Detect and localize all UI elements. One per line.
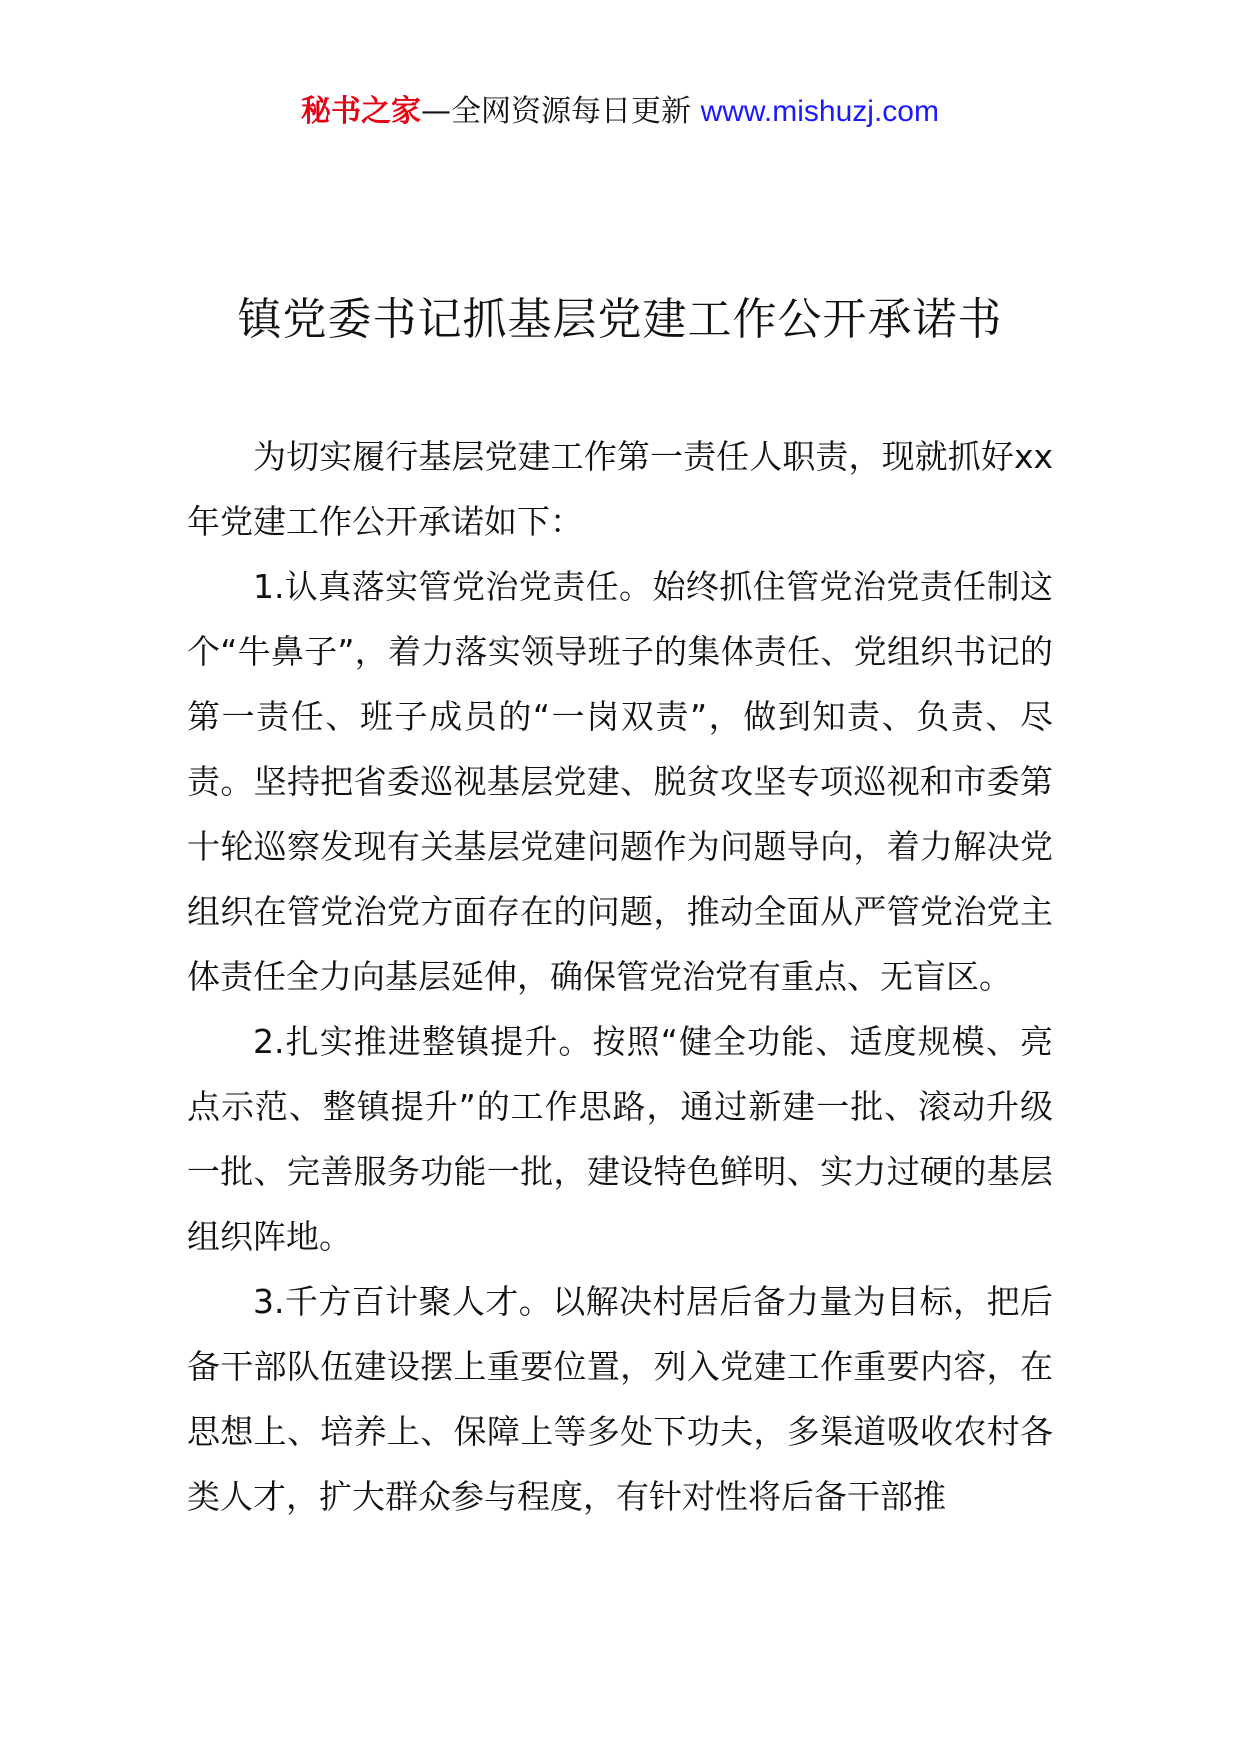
paragraph-intro: 为切实履行基层党建工作第一责任人职责，现就抓好xx年党建工作公开承诺如下： (187, 437, 1053, 541)
site-brand-name: 秘书之家 (301, 94, 422, 129)
site-url-link[interactable]: www.mishuzj.com (700, 95, 939, 128)
document-title: 镇党委书记抓基层党建工作公开承诺书 (237, 294, 1003, 345)
site-tagline: —全网资源每日更新 (421, 94, 701, 129)
document-body (187, 424, 1053, 1529)
paragraph-item-2: 2.扎实推进整镇提升。按照“健全功能、适度规模、亮点示范、整镇提升”的工作思路，通过新建一批、滚动升级一批、完善服务功能一批，建设特色鲜明、实力过硬的基层组织阵地。 (187, 1022, 1053, 1256)
site-watermark-header (0, 92, 1240, 132)
paragraph-item-1: 1.认真落实管党治党责任。始终抓住管党治党责任制这个“牛鼻子”，着力落实领导班子的集体责任、党组织书记的第一责任、班子成员的“一岗双责”，做到知责、负责、尽责。坚持把省委巡视基层党建、脱贫攻坚专项巡视和市委第十轮巡察发现有关基层党建问题作为问题导向，着力解决党组织在管党治党方面存在的问题，推动全面从严管党治党主体责任全力向基层延伸，确保管党治党有重点、无盲区。 (187, 567, 1053, 996)
paragraph-item-3: 3.千方百计聚人才。以解决村居后备力量为目标，把后备干部队伍建设摆上重要位置，列入党建工作重要内容，在思想上、培养上、保障上等多处下功夫，多渠道吸收农村各类人才，扩大群众参与程度，有针对性将后备干部推 (187, 1282, 1053, 1516)
